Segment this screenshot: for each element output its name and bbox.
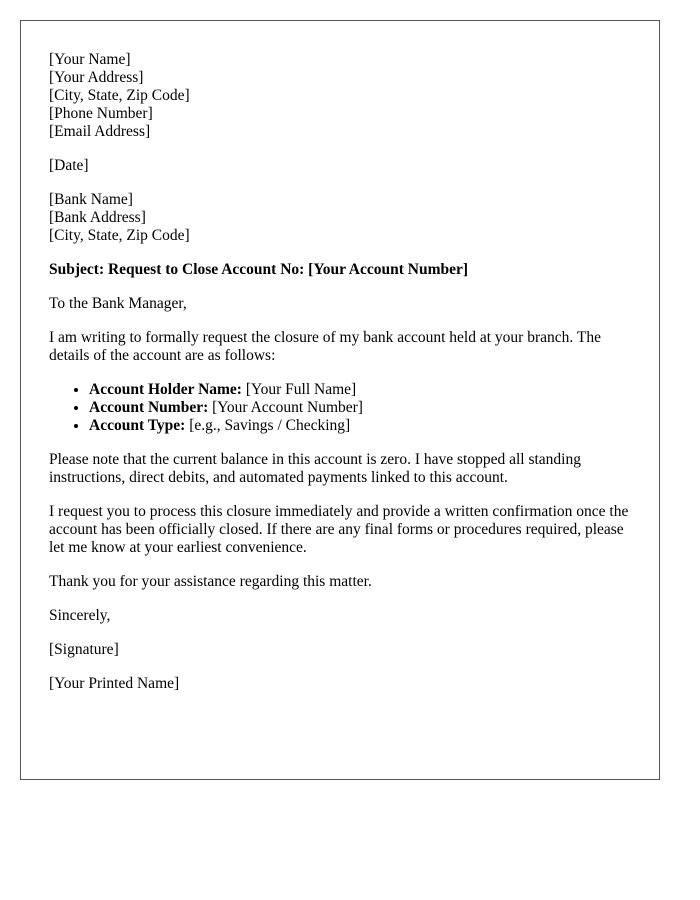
list-item <box>89 417 631 435</box>
closing: Sincerely, <box>49 607 111 624</box>
intro-paragraph: I am writing to formally request the closure of my bank account held at your branch. The details of the account are as follows: <box>49 329 601 364</box>
sender-name: [Your Name] <box>49 51 131 68</box>
salutation: To the Bank Manager, <box>49 295 187 312</box>
recipient-address-block <box>49 191 631 245</box>
subject-line: Subject: Request to Close Account No: [Your Account Number] <box>49 261 469 278</box>
detail-value: [Your Account Number] <box>208 399 363 416</box>
thanks-paragraph: Thank you for your assistance regarding this matter. <box>49 573 372 590</box>
sender-address: [Your Address] <box>49 69 144 86</box>
bank-name: [Bank Name] <box>49 191 133 208</box>
signature: [Signature] <box>49 641 119 658</box>
detail-value: [Your Full Name] <box>241 381 357 398</box>
bank-city-state-zip: [City, State, Zip Code] <box>49 227 190 244</box>
detail-label: Account Holder Name: <box>89 381 242 398</box>
detail-label: Account Type: <box>89 417 186 434</box>
sender-email: [Email Address] <box>49 123 151 140</box>
printed-name: [Your Printed Name] <box>49 675 180 692</box>
sender-phone: [Phone Number] <box>49 105 153 122</box>
bank-address: [Bank Address] <box>49 209 146 226</box>
list-item <box>89 399 631 417</box>
account-details-list <box>49 381 631 435</box>
request-paragraph: I request you to process this closure immediately and provide a written confirmation once the account has been officially closed. If there are any final forms or procedures required, please let me know at your earliest convenience. <box>49 503 629 556</box>
sender-city-state-zip: [City, State, Zip Code] <box>49 87 190 104</box>
detail-value: [e.g., Savings / Checking] <box>185 417 351 434</box>
letter-date: [Date] <box>49 157 89 174</box>
list-item <box>89 381 631 399</box>
balance-paragraph: Please note that the current balance in this account is zero. I have stopped all standing instructions, direct debits, and automated payments linked to this account. <box>49 451 581 486</box>
detail-label: Account Number: <box>89 399 209 416</box>
sender-address-block <box>49 51 631 141</box>
letter-page <box>20 20 660 780</box>
